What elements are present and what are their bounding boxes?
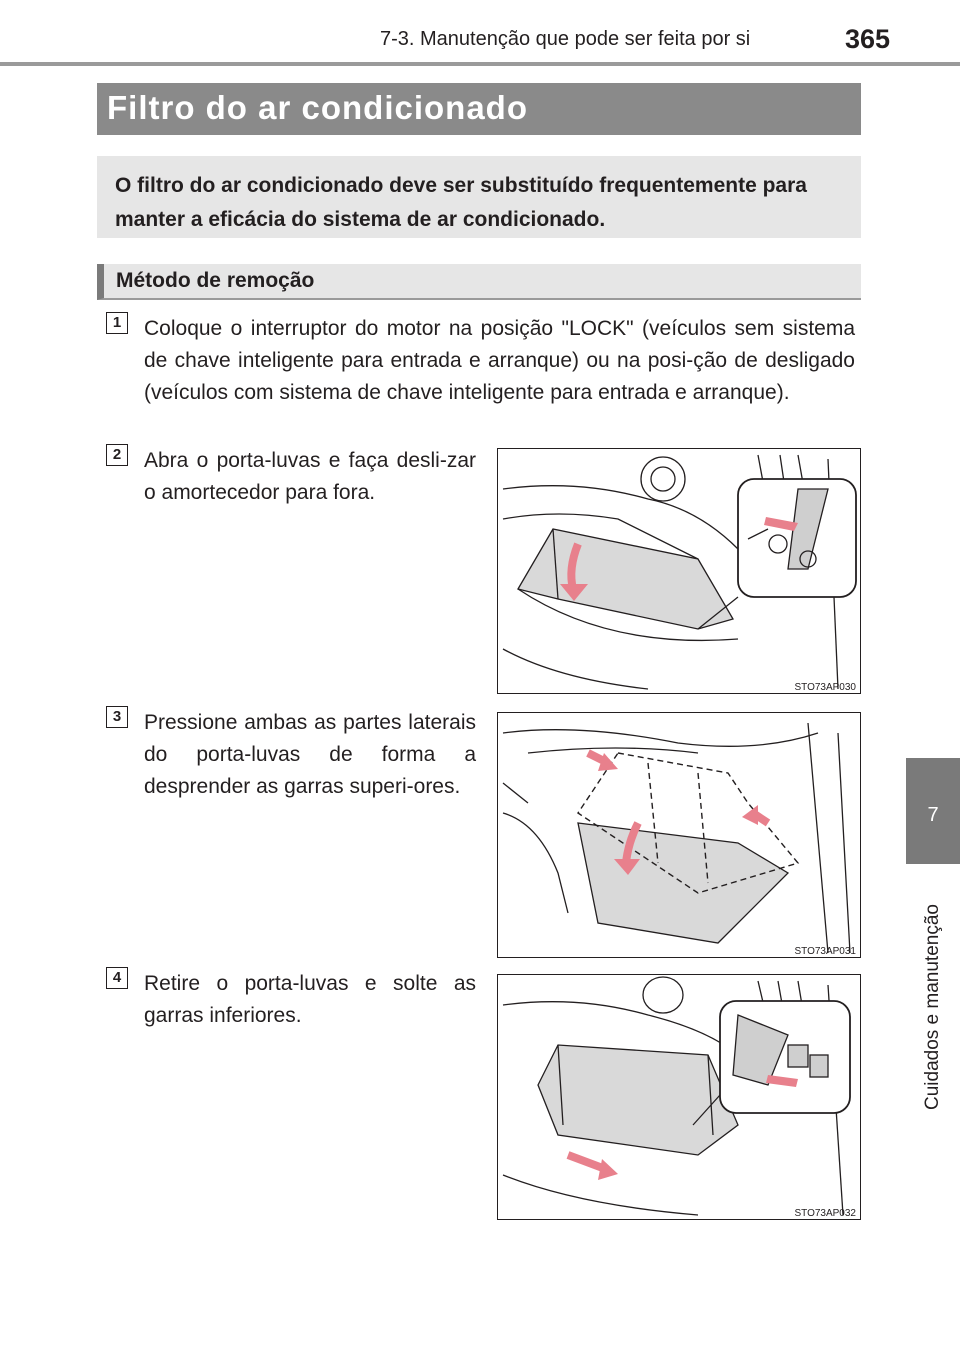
page-header (0, 0, 960, 70)
chapter-number: 7 (927, 804, 939, 826)
figure-3-caption: STO73AP032 (794, 1208, 856, 1219)
step-text-2: Abra o porta-luvas e faça desli-zar o amortecedor para fora. (144, 449, 476, 504)
section-heading (97, 264, 861, 300)
step-text-1: Coloque o interruptor do motor na posição "LOCK" (veículos sem sistema de chave inteligente para entrada e arranque) ou na posi-ção de desligado (veículos com sistema de chave inteligente para entrada e arranque). (144, 317, 855, 404)
glovebox-open-illustration (498, 449, 861, 694)
step-text-3: Pressione ambas as partes laterais do porta-luvas de forma a desprender as garras superi-ores. (144, 711, 476, 798)
figure-press-sides (497, 712, 861, 958)
header-divider (0, 62, 960, 66)
glovebox-press-illustration (498, 713, 861, 958)
step-number-3: 3 (106, 706, 128, 728)
step-number-1: 1 (106, 312, 128, 334)
intro-text: O filtro do ar condicionado deve ser substituído frequentemente para manter a eficácia do sistema de ar condicionado. (115, 174, 807, 231)
chapter-label-text: Cuidados e manutenção (922, 904, 943, 1110)
step-number-4: 4 (106, 967, 128, 989)
figure-1-caption: STO73AP030 (794, 682, 856, 693)
section-heading-text: Método de remoção (116, 269, 315, 292)
page-title: Filtro do ar condicionado (107, 89, 528, 126)
intro-box (97, 156, 861, 238)
figure-remove-glovebox (497, 974, 861, 1220)
chapter-tab[interactable] (906, 758, 960, 864)
figure-open-glovebox (497, 448, 861, 694)
section-title: 7-3. Manutenção que pode ser feita por si (380, 28, 751, 50)
step-text-4: Retire o porta-luvas e solte as garras inferiores. (144, 972, 476, 1027)
page-number: 365 (845, 24, 891, 54)
figure-2-caption: STO73AP031 (794, 946, 856, 957)
chapter-label (906, 870, 960, 1110)
page-title-bar (97, 83, 861, 135)
glovebox-remove-illustration (498, 975, 861, 1220)
step-number-2: 2 (106, 444, 128, 466)
